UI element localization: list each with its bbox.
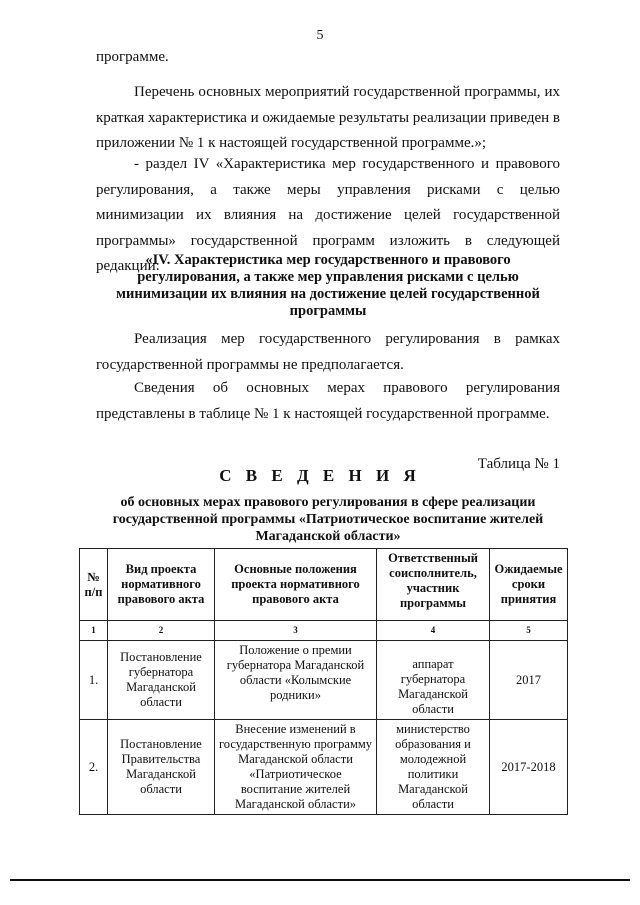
page-number: 5: [316, 28, 324, 43]
paragraph-continuation: программе.: [96, 49, 169, 65]
header-responsible: Ответственный соисполнитель, участник программы: [377, 549, 490, 621]
paragraph-section-iv-change: - раздел IV «Характеристика мер государственного и правового регулирования, а также меры управления рисками с целью минимизации их влияния на достижение целей государственной программы» государственной программ изложить в следующей редакции:: [96, 156, 560, 274]
legal-measures-table: [79, 548, 568, 815]
row-responsible: министерство образования и молодежной политики Магаданской области: [377, 720, 490, 815]
header-term: Ожидаемые сроки принятия: [490, 549, 568, 621]
header-act-content: Основные положения проекта нормативного правового акта: [215, 549, 377, 621]
page-bottom-rule: [10, 879, 630, 881]
header-act-type: Вид проекта нормативного правового акта: [108, 549, 215, 621]
header-num: № п/п: [80, 549, 108, 621]
row-num: 1.: [80, 641, 108, 720]
section-iv-heading: «IV. Характеристика мер государственного и правового регулирования, а также мер управления рисками с целью минимизации их влияния на достижение целей государственной программы: [116, 252, 540, 319]
column-number: 2: [108, 621, 215, 641]
column-number: 3: [215, 621, 377, 641]
table-header-row: [80, 549, 568, 621]
paragraph-legal-measures: Сведения об основных мерах правового регулирования представлены в таблице № 1 к настоящей государственной программе.: [96, 380, 560, 422]
row-act-content: Внесение изменений в государственную программу Магаданской области «Патриотическое воспитание жителей Магаданской области»: [215, 720, 377, 815]
row-act-type: Постановление Правительства Магаданской области: [108, 720, 215, 815]
table-row: [80, 641, 568, 720]
table-row: [80, 720, 568, 815]
paragraph-measures-list: Перечень основных мероприятий государственной программы, их краткая характеристика и ожидаемые результаты реализации приведен в приложении № 1 к настоящей государственной программе.»;: [96, 84, 561, 151]
row-term: 2017-2018: [490, 720, 568, 815]
paragraph-regulation: Реализация мер государственного регулирования в рамках государственной программы не предполагается.: [96, 331, 560, 373]
table-number-label: Таблица № 1: [477, 456, 560, 472]
row-term: 2017: [490, 641, 568, 720]
row-act-content: Положение о премии губернатора Магаданской области «Колымские родники»: [215, 641, 377, 720]
column-number: 4: [377, 621, 490, 641]
table-subtitle: об основных мерах правового регулирования в сфере реализации государственной программы «Патриотическое воспитание жителей Магаданской области»: [112, 495, 544, 544]
table-title: С В Е Д Е Н И Я: [219, 466, 421, 485]
column-number-row: [80, 621, 568, 641]
row-act-type: Постановление губернатора Магаданской области: [108, 641, 215, 720]
row-num: 2.: [80, 720, 108, 815]
row-responsible: аппарат губернатора Магаданской области: [377, 641, 490, 720]
column-number: 1: [80, 621, 108, 641]
column-number: 5: [490, 621, 568, 641]
